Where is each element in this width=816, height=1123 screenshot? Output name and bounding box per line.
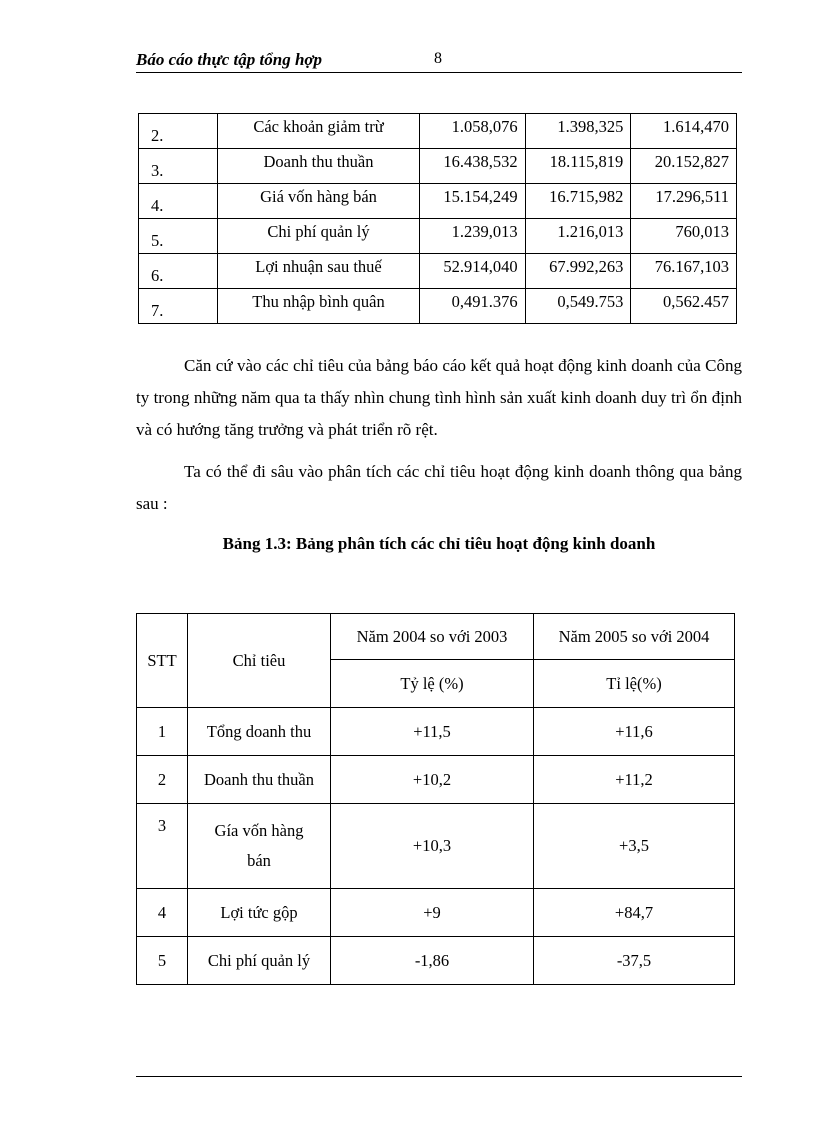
value-cell: 0,491.376 <box>420 289 526 324</box>
row-label: Giá vốn hàng bán <box>218 184 420 219</box>
row-number: 6. <box>139 254 218 289</box>
analysis-table <box>136 613 735 985</box>
table-row <box>137 756 735 804</box>
header-2005-vs-2004: Năm 2005 so với 2004 <box>534 614 735 660</box>
table-header-row <box>137 614 735 660</box>
value-cell: 760,013 <box>631 219 737 254</box>
row-label: Lợi nhuận sau thuế <box>218 254 420 289</box>
row-number: 7. <box>139 289 218 324</box>
value-cell: 16.715,982 <box>525 184 631 219</box>
header-criteria: Chỉ tiêu <box>188 614 331 708</box>
table-row <box>137 889 735 937</box>
rate-cell: +11,6 <box>534 708 735 756</box>
value-cell: 1.614,470 <box>631 114 737 149</box>
table-row <box>139 289 737 324</box>
value-cell: 76.167,103 <box>631 254 737 289</box>
paragraph-text: Ta có thể đi sâu vào phân tích các chỉ tiêu hoạt động kinh doanh thông qua bảng sau : <box>136 462 742 513</box>
row-number: 5. <box>139 219 218 254</box>
rate-cell: +10,3 <box>331 804 534 889</box>
table-row <box>137 708 735 756</box>
stt-cell: 2 <box>137 756 188 804</box>
table-row <box>139 149 737 184</box>
rate-cell: +9 <box>331 889 534 937</box>
criteria-cell: Doanh thu thuần <box>188 756 331 804</box>
rate-cell: +11,2 <box>534 756 735 804</box>
row-number: 3. <box>139 149 218 184</box>
value-cell: 16.438,532 <box>420 149 526 184</box>
rate-cell: -37,5 <box>534 937 735 985</box>
row-label: Chi phí quản lý <box>218 219 420 254</box>
page-header <box>136 48 742 73</box>
stt-cell: 3 <box>137 804 188 889</box>
criteria-cell: Chi phí quản lý <box>188 937 331 985</box>
rate-cell: +3,5 <box>534 804 735 889</box>
row-label: Thu nhập bình quân <box>218 289 420 324</box>
row-label: Doanh thu thuần <box>218 149 420 184</box>
subheader-rate: Tỷ lệ (%) <box>331 660 534 708</box>
value-cell: 1.398,325 <box>525 114 631 149</box>
rate-cell: -1,86 <box>331 937 534 985</box>
row-label: Các khoản giảm trừ <box>218 114 420 149</box>
value-cell: 18.115,819 <box>525 149 631 184</box>
footer-divider <box>136 1076 742 1077</box>
value-cell: 52.914,040 <box>420 254 526 289</box>
table-caption: Bảng 1.3: Bảng phân tích các chỉ tiêu hoạt động kinh doanh <box>222 534 656 553</box>
value-cell: 0,549.753 <box>525 289 631 324</box>
results-table <box>138 113 737 324</box>
document-title: Báo cáo thực tập tổng hợp <box>136 50 323 69</box>
analysis-paragraph <box>136 350 742 446</box>
value-cell: 15.154,249 <box>420 184 526 219</box>
criteria-line: bán <box>247 851 271 870</box>
header-2004-vs-2003: Năm 2004 so với 2003 <box>331 614 534 660</box>
value-cell: 0,562.457 <box>631 289 737 324</box>
paragraph-text: Căn cứ vào các chỉ tiêu của bảng báo cáo kết quả hoạt động kinh doanh của Công ty trong những năm qua ta thấy nhìn chung tình hình sản xuất kinh doanh duy trì ổn định và có hướng tăng trưởng và phát triển rõ rệt. <box>136 356 742 439</box>
header-stt: STT <box>137 614 188 708</box>
row-number: 4. <box>139 184 218 219</box>
stt-cell: 4 <box>137 889 188 937</box>
table-row <box>139 254 737 289</box>
intro-paragraph <box>136 456 742 520</box>
value-cell: 1.216,013 <box>525 219 631 254</box>
value-cell: 17.296,511 <box>631 184 737 219</box>
stt-cell: 5 <box>137 937 188 985</box>
criteria-line: Gía vốn hàng <box>214 821 304 840</box>
table-row <box>139 184 737 219</box>
table-row <box>139 219 737 254</box>
criteria-cell: Tổng doanh thu <box>188 708 331 756</box>
criteria-cell: Lợi tức gộp <box>188 889 331 937</box>
value-cell: 20.152,827 <box>631 149 737 184</box>
value-cell: 67.992,263 <box>525 254 631 289</box>
rate-cell: +10,2 <box>331 756 534 804</box>
row-number: 2. <box>139 114 218 149</box>
stt-cell: 1 <box>137 708 188 756</box>
value-cell: 1.058,076 <box>420 114 526 149</box>
table-row <box>139 114 737 149</box>
criteria-cell <box>188 804 331 889</box>
value-cell: 1.239,013 <box>420 219 526 254</box>
subheader-rate: Tỉ lệ(%) <box>534 660 735 708</box>
table-row <box>137 804 735 889</box>
page-number: 8 <box>434 50 442 67</box>
table-row <box>137 937 735 985</box>
rate-cell: +11,5 <box>331 708 534 756</box>
rate-cell: +84,7 <box>534 889 735 937</box>
